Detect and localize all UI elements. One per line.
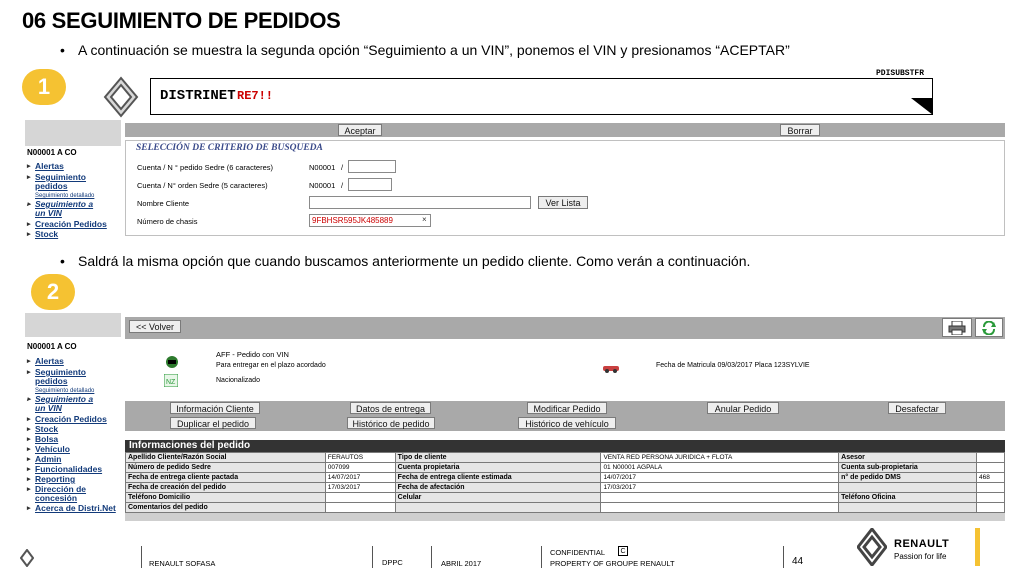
table-label-cell: Fecha de entrega cliente pactada: [126, 473, 326, 483]
order-sedre-slash: /: [341, 181, 344, 190]
table-value-cell: 14/07/2017: [601, 473, 839, 483]
brand-tagline: Passion for life: [894, 552, 947, 561]
menu2-item-seguimiento-vin[interactable]: ▸ Seguimiento a un VIN: [25, 395, 105, 413]
footer-date: ABRIL 2017: [441, 559, 482, 568]
order-number-prefix: N00001: [309, 163, 336, 172]
order-number-label: Cuenta / N ° pedido Sedre (6 caracteres): [137, 163, 273, 172]
order-history-button[interactable]: Histórico de pedido: [347, 417, 435, 429]
bullet-glyph: •: [60, 42, 65, 58]
renault-brand-logo-icon: [857, 528, 887, 566]
vehicle-status-icon: [165, 355, 179, 374]
table-label-cell: Cuenta sub-propietaria: [839, 463, 977, 473]
table-label-cell: Fecha de creación del pedido: [126, 483, 326, 493]
step-badge-1: 1: [22, 69, 66, 105]
menu2-item-bolsa[interactable]: ▸ Bolsa: [25, 435, 123, 444]
menu2-item-admin[interactable]: ▸ Admin: [25, 455, 123, 464]
menu2-item-acerca[interactable]: ▸ Acerca de Distri.Net: [25, 504, 123, 513]
client-info-button[interactable]: Información Cliente: [170, 402, 260, 414]
clear-x-icon[interactable]: ×: [422, 215, 427, 224]
table-value-cell: [325, 503, 395, 513]
second-bullet: [60, 253, 750, 269]
table-row: [126, 483, 1005, 493]
table-label-cell: n° de pedido DMS: [839, 473, 977, 483]
menu2-header-bg: [25, 313, 121, 337]
footer-divider: [141, 546, 142, 568]
car-icon: [602, 360, 620, 378]
step-badge-2: 2: [31, 274, 75, 310]
menu2-item-creacion-pedidos[interactable]: ▸ Creación Pedidos: [25, 415, 123, 424]
order-info-header: Informaciones del pedido: [125, 440, 1005, 452]
brand-name: RENAULT: [894, 538, 950, 550]
footer-divider: [783, 546, 784, 568]
footer-divider: [372, 546, 373, 568]
footer-divider: [541, 546, 542, 568]
accent-bar: [975, 528, 980, 566]
screen-id: PDISUBSTFR: [876, 69, 925, 78]
footer-property: PROPERTY OF GROUPE RENAULT: [550, 559, 675, 568]
menu-item-seguimiento-detallado[interactable]: Seguimiento detallado: [35, 193, 95, 199]
order-info-table: [125, 452, 1005, 513]
menu-item-alertas[interactable]: ▸ Alertas: [25, 162, 121, 171]
registration-info: Fecha de Matricula 09/03/2017 Placa 123SYLVIE: [656, 362, 810, 369]
intro-bullet: [60, 42, 790, 58]
table-label-cell: Cuenta propietaria: [395, 463, 601, 473]
table-label-cell: Tipo de cliente: [395, 453, 601, 463]
menu2-item-alertas[interactable]: ▸ Alertas: [25, 357, 123, 366]
menu2-item-seguimiento-detallado[interactable]: Seguimiento detallado: [35, 388, 95, 394]
table-label-cell: Número de pedido Sedre: [126, 463, 326, 473]
menu2-item-stock[interactable]: ▸ Stock: [25, 425, 123, 434]
unassign-button[interactable]: Desafectar: [888, 402, 946, 414]
table-value-cell: [977, 463, 1005, 473]
renault-footer-small-icon: [20, 549, 34, 572]
client-name-input[interactable]: [309, 196, 531, 209]
table-label-cell: [839, 503, 977, 513]
search-toolbar: [125, 123, 1005, 137]
order-status-nationalized: Nacionalizado: [216, 377, 260, 384]
table-label-cell: Fecha de afectación: [395, 483, 601, 493]
table-value-cell: 14/07/2017: [325, 473, 395, 483]
table-value-cell: FERAUTOS: [325, 453, 395, 463]
menu-header-bg: [25, 120, 121, 146]
table-value-cell: 468: [977, 473, 1005, 483]
table-value-cell: [601, 503, 839, 513]
menu2-item-funcionalidades[interactable]: ▸ Funcionalidades: [25, 465, 123, 474]
table-value-cell: 17/03/2017: [325, 483, 395, 493]
table-label-cell: Teléfono Oficina: [839, 493, 977, 503]
table-label-cell: Comentarios del pedido: [126, 503, 326, 513]
order-title: AFF - Pedido con VIN: [216, 350, 289, 359]
table-value-cell: [325, 493, 395, 503]
table-label-cell: Apellido Cliente/Razón Social: [126, 453, 326, 463]
order-status-delivery: Para entregar en el plazo acordado: [216, 362, 326, 369]
order-sedre-input[interactable]: [348, 178, 392, 191]
table-value-cell: 17/03/2017: [601, 483, 839, 493]
chassis-number-input[interactable]: [309, 214, 431, 227]
distrinet-code: RE7!!: [237, 89, 274, 103]
intro-bullet-text: A continuación se muestra la segunda opción “Seguimiento a un VIN”, ponemos el VIN y presionamos “ACEPTAR”: [78, 42, 790, 58]
distrinet-app-name: DISTRINET: [160, 88, 236, 104]
menu-item-creacion-pedidos[interactable]: ▸ Creación Pedidos: [25, 220, 121, 229]
table-row: [126, 493, 1005, 503]
footer-confidential: CONFIDENTIAL: [550, 548, 606, 557]
table-value-cell: 007099: [325, 463, 395, 473]
view-list-button[interactable]: Ver Lista: [538, 196, 588, 209]
confidential-mark: C: [618, 546, 628, 556]
cancel-order-button[interactable]: Anular Pedido: [707, 402, 779, 414]
table-row: [126, 473, 1005, 483]
vehicle-history-button[interactable]: Histórico de vehículo: [518, 417, 616, 429]
menu-item-stock[interactable]: ▸ Stock: [25, 230, 121, 239]
table-row: [126, 453, 1005, 463]
page-number: 44: [792, 556, 804, 567]
client-name-label: Nombre Cliente: [137, 199, 190, 208]
duplicate-order-button[interactable]: Duplicar el pedido: [170, 417, 256, 429]
order-toolbar: [125, 317, 1005, 339]
menu2-user: N00001 A CO: [27, 342, 77, 351]
footer-dept: DPPC: [382, 558, 403, 567]
slide-title: 06 SEGUIMIENTO DE PEDIDOS: [22, 8, 341, 33]
footer-divider: [431, 546, 432, 568]
table-label-cell: Celular: [395, 493, 601, 503]
table-value-cell: [977, 493, 1005, 503]
modify-order-button[interactable]: Modificar Pedido: [527, 402, 607, 414]
delivery-data-button[interactable]: Datos de entrega: [350, 402, 431, 414]
table-label-cell: [839, 483, 977, 493]
search-criteria-title: SELECCIÓN DE CRITERIO DE BUSQUEDA: [136, 143, 323, 153]
side-menu-2: [25, 357, 123, 513]
clear-button[interactable]: Borrar: [780, 124, 820, 136]
svg-text:NZ: NZ: [166, 379, 176, 386]
side-menu: [25, 162, 121, 239]
order-number-input[interactable]: [348, 160, 396, 173]
table-value-cell: [601, 493, 839, 503]
table-label-cell: Asesor: [839, 453, 977, 463]
table-row: [126, 503, 1005, 513]
table-value-cell: [977, 453, 1005, 463]
menu2-item-vehiculo[interactable]: ▸ Vehículo: [25, 445, 123, 454]
order-sedre-label: Cuenta / N° orden Sedre (5 caracteres): [137, 181, 268, 190]
table-label-cell: [395, 503, 601, 513]
menu2-item-seguimiento-pedidos[interactable]: ▸ Seguimiento pedidos: [25, 368, 95, 386]
table-value-cell: VENTA RED PERSONA JURIDICA + FLOTA: [601, 453, 839, 463]
table-label-cell: Teléfono Domicilio: [126, 493, 326, 503]
back-button[interactable]: << Volver: [129, 320, 181, 333]
banner-corner: [911, 98, 933, 115]
printer-icon: [948, 321, 966, 335]
menu-item-seguimiento-vin[interactable]: ▸ Seguimiento a un VIN: [25, 200, 105, 218]
table-value-cell: 01 N00001 AGPALA: [601, 463, 839, 473]
renault-logo-icon: [103, 76, 139, 118]
print-button[interactable]: [942, 318, 972, 337]
chassis-number-label: Número de chasis: [137, 217, 198, 226]
menu-item-seguimiento-pedidos[interactable]: ▸ Seguimiento pedidos: [25, 173, 95, 191]
refresh-icon: [981, 321, 997, 335]
accept-button[interactable]: Aceptar: [338, 124, 382, 136]
chassis-number-value: 9FBHSR595JK485889: [312, 216, 393, 225]
menu-user: N00001 A CO: [27, 148, 77, 157]
order-sedre-prefix: N00001: [309, 181, 336, 190]
nationalized-icon: [164, 374, 178, 392]
menu2-item-reporting[interactable]: ▸ Reporting: [25, 475, 123, 484]
menu2-item-direccion[interactable]: ▸ Dirección de concesión: [25, 485, 97, 503]
table-row: [126, 463, 1005, 473]
table-label-cell: Fecha de entrega cliente estimada: [395, 473, 601, 483]
second-bullet-text: Saldrá la misma opción que cuando buscamos anteriormente un pedido cliente. Como verán a continuación.: [78, 253, 751, 269]
footer-company: RENAULT SOFASA: [149, 559, 216, 568]
table-value-cell: [977, 503, 1005, 513]
order-info-panel: [125, 440, 1005, 521]
table-value-cell: [977, 483, 1005, 493]
bullet-glyph: •: [60, 253, 65, 269]
order-number-slash: /: [341, 163, 344, 172]
refresh-button[interactable]: [975, 318, 1003, 337]
